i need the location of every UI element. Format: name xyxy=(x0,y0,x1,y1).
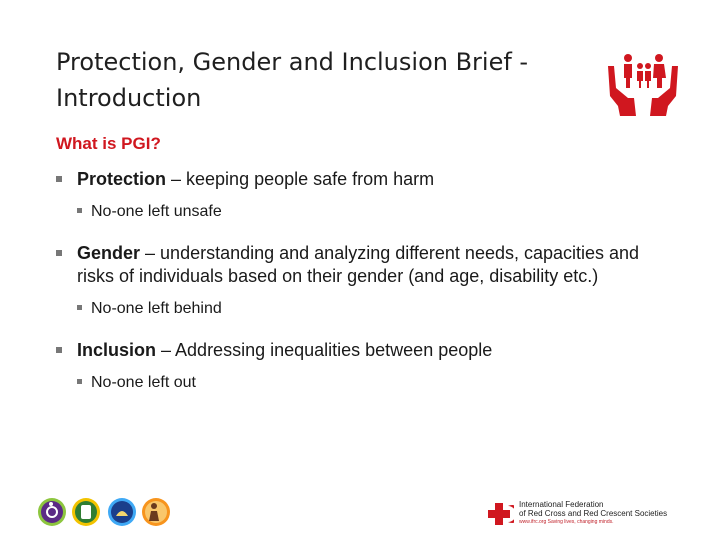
bullet-protection xyxy=(56,168,676,191)
ifrc-logo xyxy=(486,498,686,532)
red-cross-icon xyxy=(486,500,514,528)
bullet-marker xyxy=(56,250,62,256)
sub-bullet-marker xyxy=(77,208,82,213)
sub-bullet-gender xyxy=(56,298,676,319)
bullet-marker xyxy=(56,347,62,353)
bullet-text: – keeping people safe from harm xyxy=(166,169,435,189)
bullet-term: Inclusion xyxy=(77,340,157,360)
bullet-list xyxy=(56,168,676,413)
sub-bullet-marker xyxy=(77,379,82,384)
elderly-icon xyxy=(142,498,170,526)
bullet-text: – Addressing inequalities between people xyxy=(156,340,493,360)
bullet-gender xyxy=(56,242,676,288)
slide-title: Protection, Gender and Inclusion Brief - Introduction xyxy=(56,48,529,112)
bullet-text: – understanding and analyzing different needs, capacities and risks of individuals based on their gender (and age, disability etc.) xyxy=(77,243,640,286)
sub-bullet-text: No-one left unsafe xyxy=(91,203,222,220)
sub-bullet-protection xyxy=(56,201,676,222)
sub-bullet-text: No-one left behind xyxy=(91,300,222,317)
ifrc-name xyxy=(519,500,689,518)
ifrc-name-line1: International Federation xyxy=(519,500,604,509)
wheelchair-icon xyxy=(38,498,66,526)
bullet-inclusion xyxy=(56,339,676,362)
bullet-marker xyxy=(56,176,62,182)
food-icon xyxy=(108,498,136,526)
footer-program-icons xyxy=(36,494,172,530)
sub-bullet-marker xyxy=(77,305,82,310)
bullet-term: Protection xyxy=(77,169,167,189)
ifrc-name-line2: of Red Cross and Red Crescent Societies xyxy=(519,509,668,518)
sub-bullet-text: No-one left out xyxy=(91,374,196,391)
hands-people-icon xyxy=(604,44,682,118)
bullet-term: Gender xyxy=(77,243,141,263)
section-subtitle: What is PGI? xyxy=(56,134,161,153)
heart-hands-icon xyxy=(72,498,100,526)
ifrc-tagline: www.ifrc.org Saving lives, changing minds. xyxy=(519,519,614,525)
sub-bullet-inclusion xyxy=(56,372,676,393)
